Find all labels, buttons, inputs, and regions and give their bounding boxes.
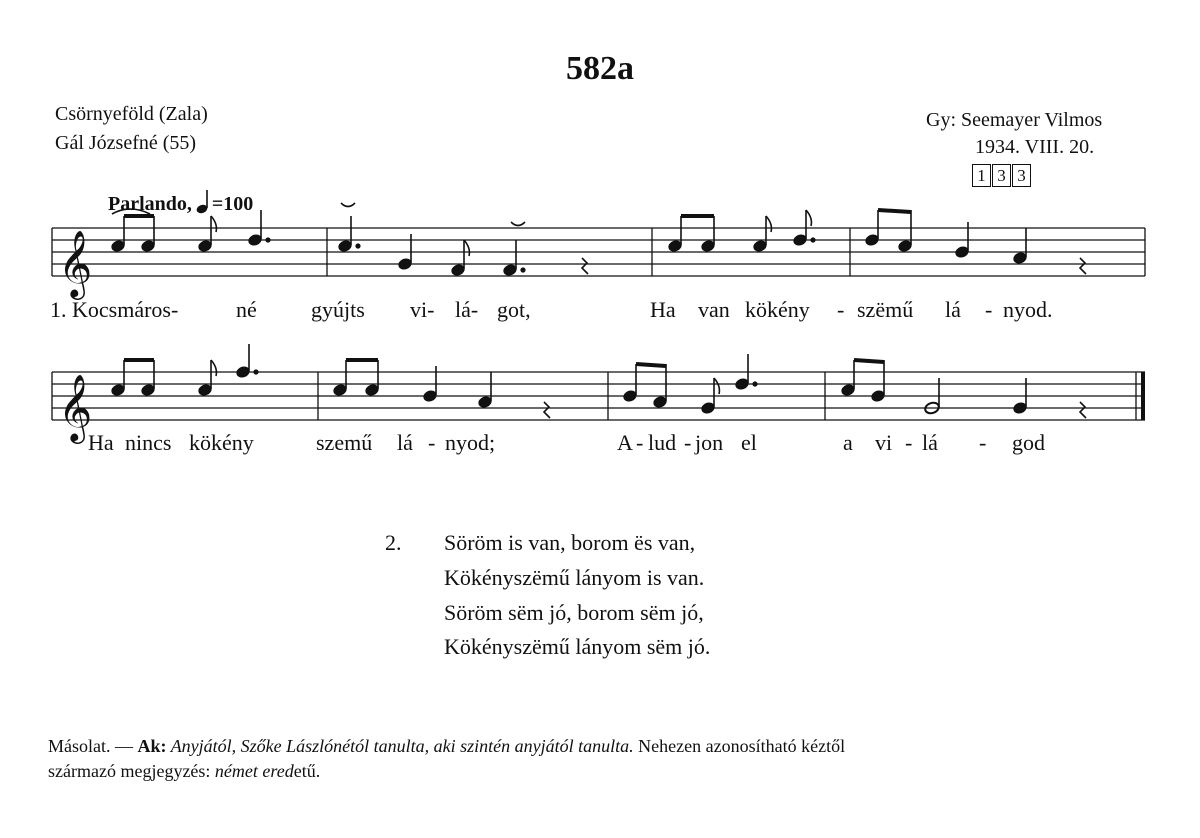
lyric-syllable: né — [236, 297, 257, 322]
song-number: 582a — [566, 50, 634, 87]
lyric-syllable: - — [985, 297, 993, 322]
lyric-syllable: A — [617, 430, 633, 455]
footnote-line-2 — [48, 759, 320, 784]
lyric-syllable: - — [636, 430, 644, 455]
lyric-syllable: nyod. — [1003, 297, 1053, 322]
footnote-line2-start: származó megjegyzés: — [48, 761, 215, 781]
lyric-syllable: kökény — [745, 297, 810, 322]
lyric-syllable: - — [905, 430, 913, 455]
lyric-syllable: lud — [648, 430, 677, 455]
tempo-value: =100 — [211, 193, 254, 215]
verse-line: Kökényszëmű lányom is van. — [444, 565, 705, 590]
footnote-ak-text: Anyjától, Szőke Lászlónétól tanulta, aki szintén anyjától tanulta. — [166, 736, 634, 756]
lyric-syllable: szemű — [316, 430, 373, 455]
singer: Gál Józsefné (55) — [55, 132, 197, 154]
lyric-syllable: god — [1012, 430, 1045, 455]
lyric-syllable: lá — [945, 297, 961, 322]
collection-date: 1934. VIII. 20. — [975, 136, 1095, 158]
footnote-rest: Nehezen azonosítható kéztől — [633, 736, 846, 756]
verse-line: Söröm sëm jó, borom sëm jó, — [444, 600, 704, 625]
lyric-syllable: - — [684, 430, 692, 455]
lyric-syllable: got, — [497, 297, 531, 322]
lyric-syllable: jon — [695, 430, 724, 455]
lyric-syllable: Ha — [88, 430, 114, 455]
footnote-prefix: Másolat. — — [48, 736, 138, 756]
lyric-syllable: lá — [397, 430, 413, 455]
lyric-syllable: nyod; — [445, 430, 496, 455]
lyric-syllable: - — [837, 297, 845, 322]
form-box: 3 — [992, 164, 1011, 187]
lyric-syllable: 1. Kocsmáros- — [50, 297, 179, 322]
lyric-syllable: lá- — [455, 297, 479, 322]
form-box: 1 — [972, 164, 991, 187]
lyric-syllable: vi- — [410, 297, 435, 322]
staff-2-notes — [111, 344, 1086, 418]
lyric-syllable: van — [698, 297, 730, 322]
footnote-line-1 — [48, 734, 845, 759]
verse-line: Söröm is van, borom ës van, — [444, 530, 696, 555]
staff-2 — [52, 372, 1145, 420]
lyric-syllable: lá — [922, 430, 938, 455]
lyric-syllable: el — [741, 430, 757, 455]
footnote-line2-italic: német ered — [214, 761, 294, 781]
lyric-syllable: - — [979, 430, 987, 455]
verse-number: 2. — [385, 530, 402, 555]
lyric-syllable: vi — [875, 430, 893, 455]
lyric-syllable: Ha — [650, 297, 676, 322]
lyric-syllable: nincs — [125, 430, 172, 455]
lyric-syllable: - — [428, 430, 436, 455]
verse-line: Kökényszëmű lányom sëm jó. — [444, 634, 711, 659]
footnote-line2-end: etű. — [293, 761, 321, 781]
form-box: 3 — [1012, 164, 1031, 187]
footnote-ak-label: Ak: — [137, 736, 167, 756]
collector: Gy: Seemayer Vilmos — [926, 109, 1103, 131]
lyric-syllable: a — [843, 430, 853, 455]
treble-clef-icon: 𝄞 — [58, 229, 93, 297]
lyric-syllable: kökény — [189, 430, 254, 455]
treble-clef-icon: 𝄞 — [58, 373, 93, 441]
lyric-syllable: szëmű — [857, 297, 914, 322]
tempo-label: Parlando, — [108, 193, 192, 215]
staff-1 — [52, 228, 1145, 276]
lyric-syllable: gyújts — [311, 297, 365, 322]
location: Csörnyeföld (Zala) — [55, 103, 208, 125]
